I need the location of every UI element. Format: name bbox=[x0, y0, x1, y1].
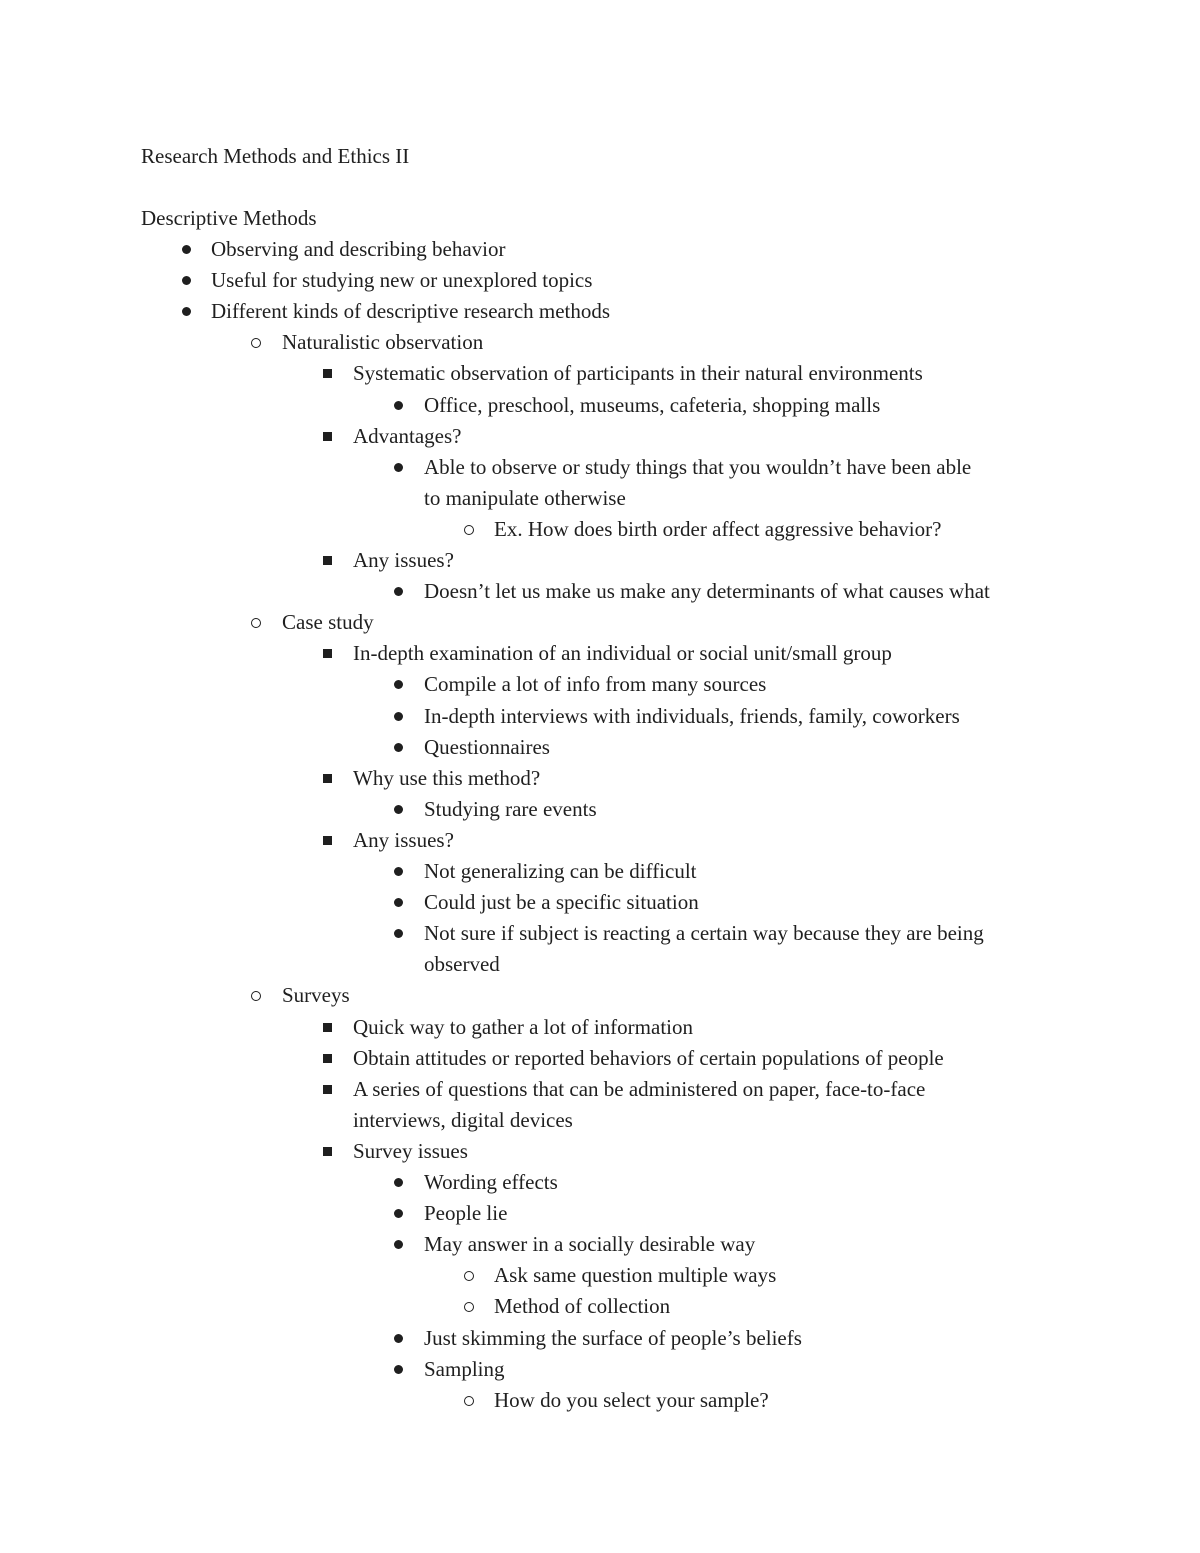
outline-item-level-2: Case study bbox=[282, 610, 374, 634]
circle-bullet-icon bbox=[459, 514, 479, 545]
circle-bullet-icon bbox=[459, 1385, 479, 1416]
circle-bullet-icon bbox=[459, 1291, 479, 1322]
section-heading: Descriptive Methods bbox=[141, 206, 317, 230]
square-bullet-icon bbox=[317, 763, 337, 794]
outline-item-level-1: Observing and describing behavior bbox=[211, 237, 506, 261]
disc-bullet-icon bbox=[388, 1323, 408, 1354]
outline-item-level-3: Why use this method? bbox=[353, 766, 541, 790]
disc-bullet-icon bbox=[388, 1354, 408, 1385]
outline-item-level-4: In-depth interviews with individuals, friends, family, coworkers bbox=[424, 704, 960, 728]
outline-item-level-4: Not generalizing can be difficult bbox=[424, 859, 697, 883]
outline-item-level-4: observed bbox=[424, 952, 500, 976]
outline-item-level-4: Wording effects bbox=[424, 1170, 558, 1194]
outline-item-level-3: interviews, digital devices bbox=[353, 1108, 573, 1132]
disc-bullet-icon bbox=[388, 856, 408, 887]
outline-item-level-3: Survey issues bbox=[353, 1139, 468, 1163]
disc-bullet-icon bbox=[388, 576, 408, 607]
outline-item-level-4: Office, preschool, museums, cafeteria, shopping malls bbox=[424, 393, 881, 417]
outline-item-level-4: Not sure if subject is reacting a certain way because they are being bbox=[424, 921, 984, 945]
circle-bullet-icon bbox=[459, 1260, 479, 1291]
outline-item-level-3: Any issues? bbox=[353, 828, 454, 852]
outline-item-level-3: Obtain attitudes or reported behaviors of certain populations of people bbox=[353, 1046, 944, 1070]
disc-bullet-icon bbox=[388, 1198, 408, 1229]
outline-item-level-1: Different kinds of descriptive research methods bbox=[211, 299, 611, 323]
outline-item-level-4: Able to observe or study things that you wouldn’t have been able bbox=[424, 455, 972, 479]
outline-item-level-3: Advantages? bbox=[353, 424, 462, 448]
square-bullet-icon bbox=[317, 638, 337, 669]
square-bullet-icon bbox=[317, 825, 337, 856]
square-bullet-icon bbox=[317, 1136, 337, 1167]
disc-bullet-icon bbox=[176, 234, 196, 265]
outline-item-level-5: Ask same question multiple ways bbox=[494, 1263, 777, 1287]
outline-item-level-3: Systematic observation of participants in their natural environments bbox=[353, 361, 923, 385]
disc-bullet-icon bbox=[388, 918, 408, 949]
outline-item-level-1: Useful for studying new or unexplored topics bbox=[211, 268, 593, 292]
outline-item-level-5: Method of collection bbox=[494, 1294, 671, 1318]
outline-item-level-2: Naturalistic observation bbox=[282, 330, 484, 354]
outline-item-level-4: to manipulate otherwise bbox=[424, 486, 626, 510]
disc-bullet-icon bbox=[388, 390, 408, 421]
outline-item-level-4: Could just be a specific situation bbox=[424, 890, 699, 914]
outline-item-level-4: Compile a lot of info from many sources bbox=[424, 672, 767, 696]
outline-item-level-2: Surveys bbox=[282, 983, 350, 1007]
disc-bullet-icon bbox=[388, 1229, 408, 1260]
disc-bullet-icon bbox=[388, 701, 408, 732]
circle-bullet-icon bbox=[246, 980, 266, 1011]
square-bullet-icon bbox=[317, 358, 337, 389]
outline-item-level-4: Doesn’t let us make us make any determinants of what causes what bbox=[424, 579, 990, 603]
outline-item-level-4: Sampling bbox=[424, 1357, 505, 1381]
disc-bullet-icon bbox=[388, 452, 408, 483]
square-bullet-icon bbox=[317, 1012, 337, 1043]
circle-bullet-icon bbox=[246, 327, 266, 358]
outline-item-level-3: In-depth examination of an individual or social unit/small group bbox=[353, 641, 892, 665]
outline-item-level-3: Any issues? bbox=[353, 548, 454, 572]
disc-bullet-icon bbox=[388, 1167, 408, 1198]
disc-bullet-icon bbox=[388, 794, 408, 825]
square-bullet-icon bbox=[317, 545, 337, 576]
disc-bullet-icon bbox=[388, 669, 408, 700]
outline-item-level-3: Quick way to gather a lot of information bbox=[353, 1015, 693, 1039]
disc-bullet-icon bbox=[176, 296, 196, 327]
outline-item-level-4: Just skimming the surface of people’s beliefs bbox=[424, 1326, 802, 1350]
square-bullet-icon bbox=[317, 1074, 337, 1105]
document-title: Research Methods and Ethics II bbox=[141, 144, 410, 168]
outline-item-level-4: Studying rare events bbox=[424, 797, 597, 821]
square-bullet-icon bbox=[317, 421, 337, 452]
outline-item-level-3: A series of questions that can be administered on paper, face-to-face bbox=[353, 1077, 926, 1101]
square-bullet-icon bbox=[317, 1043, 337, 1074]
disc-bullet-icon bbox=[388, 732, 408, 763]
outline-item-level-4: May answer in a socially desirable way bbox=[424, 1232, 756, 1256]
outline-item-level-5: How do you select your sample? bbox=[494, 1388, 769, 1412]
disc-bullet-icon bbox=[388, 887, 408, 918]
circle-bullet-icon bbox=[246, 607, 266, 638]
disc-bullet-icon bbox=[176, 265, 196, 296]
outline-item-level-4: Questionnaires bbox=[424, 735, 550, 759]
outline-item-level-4: People lie bbox=[424, 1201, 508, 1225]
outline-item-level-5: Ex. How does birth order affect aggressive behavior? bbox=[494, 517, 942, 541]
